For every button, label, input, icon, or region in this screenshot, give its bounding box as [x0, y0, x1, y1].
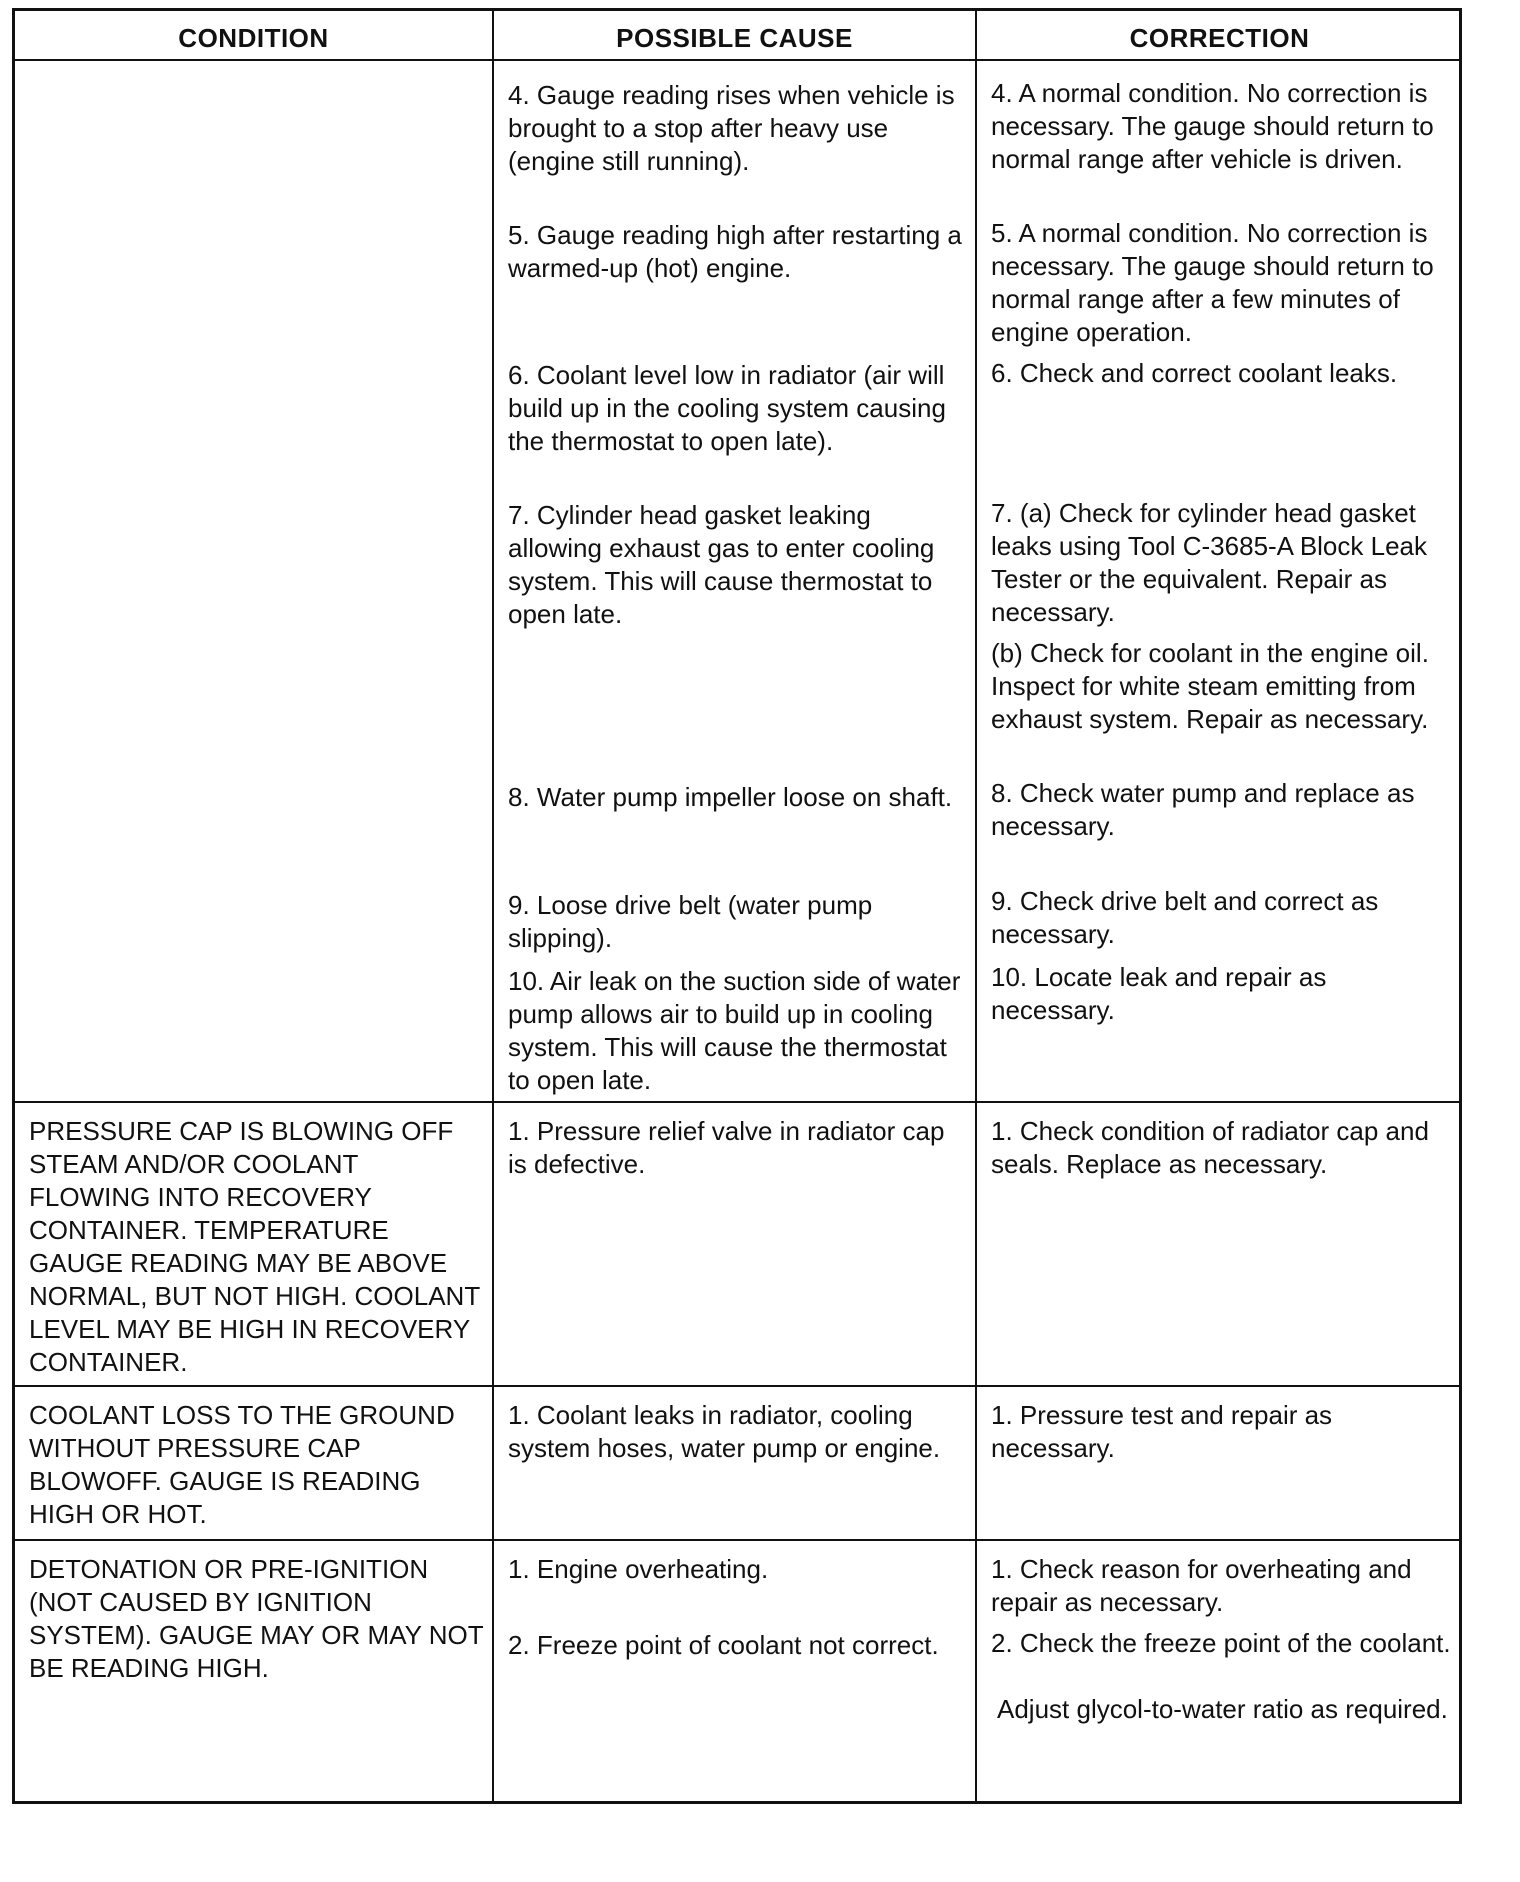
cause-item: 1. Coolant leaks in radiator, cooling system hoses, water pump or engine. — [508, 1400, 941, 1463]
condition-text: PRESSURE CAP IS BLOWING OFF STEAM AND/OR COOLANT FLOWING INTO RECOVERY CONTAINER. TEMPERATURE GAUGE READING MAY BE ABOVE NORMAL, BUT NOT HIGH. COOLANT LEVEL MAY BE HIGH IN RECOVERY CONTAINER. — [29, 1116, 480, 1377]
correction-item: Adjust glycol-to-water ratio as required. — [997, 1694, 1448, 1724]
condition-text: DETONATION OR PRE-IGNITION (NOT CAUSED BY IGNITION SYSTEM). GAUGE MAY OR MAY NOT BE READING HIGH. — [29, 1554, 484, 1683]
correction-item: 7. (a) Check for cylinder head gasket leaks using Tool C-3685-A Block Leak Tester or the equivalent. Repair as necessary. — [991, 498, 1427, 627]
header-correction: CORRECTION — [1129, 22, 1310, 53]
troubleshooting-table — [12, 8, 1462, 1804]
cause-item: 4. Gauge reading rises when vehicle is brought to a stop after heavy use (engine still running). — [508, 80, 955, 176]
cause-item: 1. Engine overheating. — [508, 1554, 769, 1584]
cause-item: 10. Air leak on the suction side of water pump allows air to build up in cooling system. This will cause the thermostat to open late. — [508, 966, 961, 1095]
row-divider — [15, 1385, 1459, 1387]
condition-text: COOLANT LOSS TO THE GROUND WITHOUT PRESSURE CAP BLOWOFF. GAUGE IS READING HIGH OR HOT. — [29, 1400, 455, 1529]
cause-item: 2. Freeze point of coolant not correct. — [508, 1630, 939, 1660]
correction-item: 8. Check water pump and replace as necessary. — [991, 778, 1415, 841]
correction-item: 1. Pressure test and repair as necessary. — [991, 1400, 1333, 1463]
correction-item: 1. Check condition of radiator cap and seals. Replace as necessary. — [991, 1116, 1429, 1179]
row-divider — [15, 1101, 1459, 1103]
correction-item: 5. A normal condition. No correction is necessary. The gauge should return to normal range after a few minutes of engine operation. — [991, 218, 1434, 347]
row-1-corrections — [977, 11, 1462, 1101]
cause-item: 8. Water pump impeller loose on shaft. — [508, 782, 953, 812]
row-1-causes — [494, 11, 975, 1101]
correction-item: (b) Check for coolant in the engine oil. Inspect for white steam emitting from exhaust system. Repair as necessary. — [991, 638, 1429, 734]
header-condition: CONDITION — [178, 22, 329, 53]
cause-item: 1. Pressure relief valve in radiator cap is defective. — [508, 1116, 945, 1179]
correction-item: 10. Locate leak and repair as necessary. — [991, 962, 1327, 1025]
correction-item: 1. Check reason for overheating and repair as necessary. — [991, 1554, 1412, 1617]
header-possible-cause: POSSIBLE CAUSE — [616, 22, 853, 53]
correction-item: 9. Check drive belt and correct as necessary. — [991, 886, 1379, 949]
correction-item: 2. Check the freeze point of the coolant. — [991, 1628, 1451, 1658]
cause-item: 5. Gauge reading high after restarting a warmed-up (hot) engine. — [508, 220, 962, 283]
cause-item: 6. Coolant level low in radiator (air will build up in the cooling system causing the thermostat to open late). — [508, 360, 946, 456]
cause-item: 9. Loose drive belt (water pump slipping). — [508, 890, 873, 953]
row-divider — [15, 1539, 1459, 1541]
cause-item: 7. Cylinder head gasket leaking allowing exhaust gas to enter cooling system. This will cause thermostat to open late. — [508, 500, 935, 629]
correction-item: 4. A normal condition. No correction is necessary. The gauge should return to normal range after vehicle is driven. — [991, 78, 1434, 174]
correction-item: 6. Check and correct coolant leaks. — [991, 358, 1398, 388]
